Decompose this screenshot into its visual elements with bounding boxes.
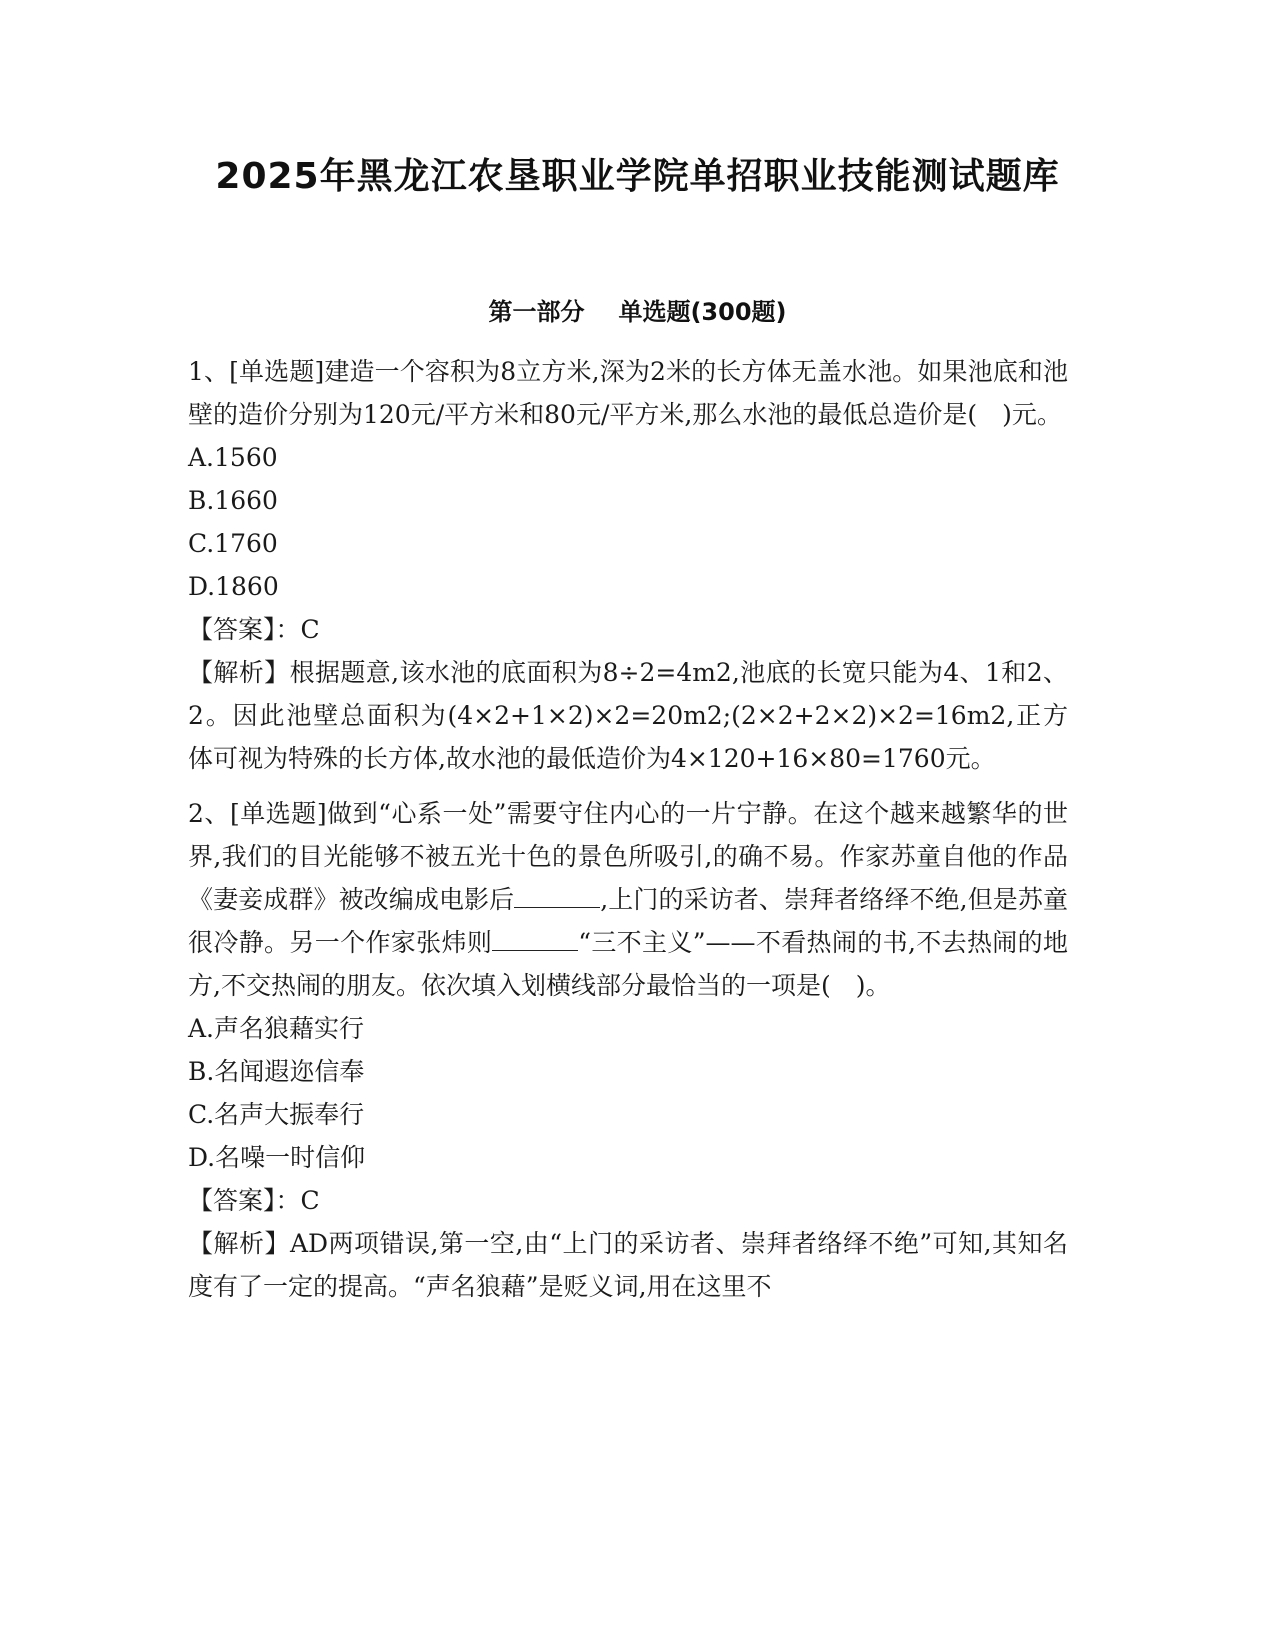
question-2-stem-part-3: “三不主义”——不看热闹的书,不去热闹的地方,不交热闹的朋友。依次填入划横线部分最恰当的一项是( )。	[188, 928, 1068, 1000]
question-1-analysis-label: 【解析】	[188, 658, 290, 687]
question-2-option-c: C.名声大振奉行	[188, 1100, 365, 1129]
question-2-answer-sep: ：	[275, 1186, 301, 1215]
question-1-answer	[188, 608, 1068, 651]
fill-blank-1	[514, 885, 600, 908]
question-1-option-c: C.1760	[188, 529, 278, 558]
question-1-type-tag: [单选题]	[229, 357, 325, 386]
question-1-option-b: B.1660	[188, 486, 278, 515]
question-1-analysis	[188, 651, 1068, 780]
question-2-answer	[188, 1179, 1068, 1222]
section-part: 第一部分	[488, 298, 585, 326]
question-2-stem	[188, 792, 1068, 1007]
fill-blank-2	[492, 928, 578, 951]
section-heading	[0, 292, 1275, 327]
question-1-answer-sep: ：	[275, 615, 301, 644]
question-1-option-a: A.1560	[188, 443, 278, 472]
question-2-analysis-label: 【解析】	[188, 1229, 290, 1258]
question-2-option-d: D.名噪一时信仰	[188, 1143, 366, 1172]
question-2	[188, 792, 1068, 1308]
question-2-stem-part-2: ,上门的采访者、崇拜者络绎不绝,但是苏童很冷静。另一个作家张炜则	[188, 885, 1068, 957]
question-2-option-b: B.名闻遐迩信奉	[188, 1057, 365, 1086]
question-2-option-a: A.声名狼藉实行	[188, 1014, 365, 1043]
question-list	[188, 350, 1068, 1308]
question-2-stem-part-1: 做到“心系一处”需要守住内心的一片宁静。在这个越来越繁华的世界,我们的目光能够不被五光十色的景色所吸引,的确不易。作家苏童自他的作品《妻妾成群》被改编成电影后	[188, 799, 1068, 914]
question-1-number: 1、	[188, 357, 230, 386]
document-title: 2025年黑龙江农垦职业学院单招职业技能测试题库	[215, 156, 1060, 197]
question-1-stem-text: 建造一个容积为8立方米,深为2米的长方体无盖水池。如果池底和池壁的造价分别为120元/平方米和80元/平方米,那么水池的最低总造价是( )元。	[188, 357, 1068, 429]
question-2-number: 2、	[188, 799, 230, 828]
question-2-answer-value: C	[300, 1186, 320, 1215]
question-1-analysis-text: 根据题意,该水池的底面积为8÷2=4m2,池底的长宽只能为4、1和2、2。因此池壁总面积为(4×2+1×2)×2=20m2;(2×2+2×2)×2=16m2,正方体可视为特殊的长方体,故水池的最低造价为4×120+16×80=1760元。	[188, 658, 1068, 773]
question-1-stem	[188, 350, 1068, 436]
question-1	[188, 350, 1068, 780]
question-2-analysis-text: AD两项错误,第一空,由“上门的采访者、崇拜者络绎不绝”可知,其知名度有了一定的提高。“声名狼藉”是贬义词,用在这里不	[188, 1229, 1068, 1301]
question-2-type-tag: [单选题]	[229, 799, 327, 828]
question-1-answer-value: C	[300, 615, 320, 644]
question-2-analysis	[188, 1222, 1068, 1308]
question-1-answer-label: 【答案】	[188, 615, 276, 644]
question-1-option-d: D.1860	[188, 572, 279, 601]
question-2-answer-label: 【答案】	[188, 1186, 276, 1215]
section-name: 单选题(300题)	[618, 298, 787, 326]
